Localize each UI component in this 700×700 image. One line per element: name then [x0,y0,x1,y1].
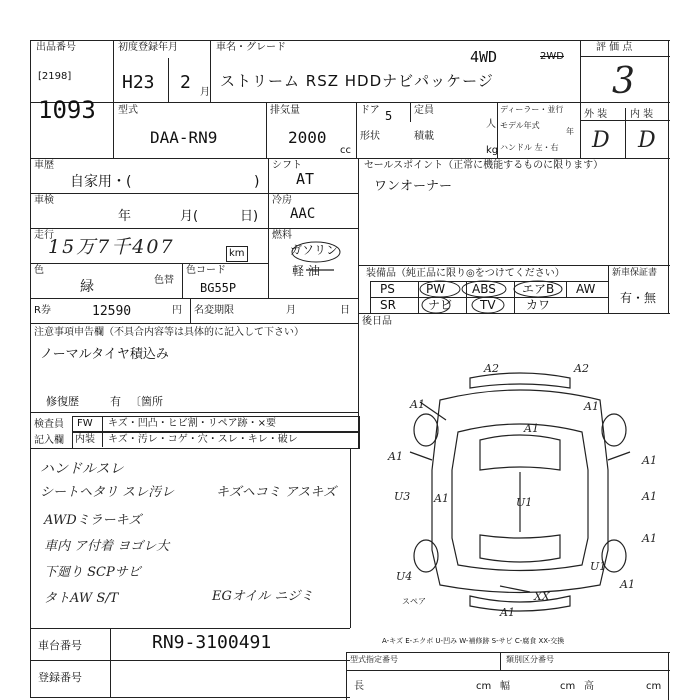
handnote-6b: EGオイル ニジミ [212,589,314,604]
height-unit: cm [646,681,662,692]
handle-label: ハンドル 左・右 [500,143,559,152]
mark-rr: U1 [590,560,607,573]
mark-fr: A1 [584,400,599,413]
history-value: 自家用・( [70,174,132,190]
ac-label: 冷房 [272,195,292,206]
int-grade: D [638,128,656,153]
divider [625,108,626,158]
equip-ps: PS [380,282,395,296]
paren-close: ) [254,174,260,190]
divider [668,652,669,700]
model-name: ストリーム RSZ HDDナビパッケージ [220,72,494,90]
kg-unit: kg [486,145,499,156]
divider [102,416,103,447]
divider [358,265,670,266]
divider [30,697,350,698]
entry-label: 記入欄 [34,435,64,446]
color-label: 色 [34,265,44,276]
shaken-label: 車検 [34,195,54,206]
length-unit: cm [476,681,492,692]
year-suffix: 年 [566,127,574,136]
handnote-4: 車内 ア付着 ヨゴレ大 [44,539,170,554]
width-unit: cm [560,681,576,692]
notes-value: ノーマルタイヤ積込み [40,347,169,362]
load-label: 積載 [414,131,434,142]
class-label: 類別区分番号 [506,655,554,664]
month-suffix: 月 [200,87,210,98]
divider [268,193,358,194]
interior-label: 内装 [75,434,95,445]
reg-label: 初度登録年月 [118,42,178,53]
frame-top [30,40,670,41]
equip-navi: ナビ [428,298,453,312]
cc-unit: cc [340,145,351,156]
legend: A-キズ E-エクボ U-凹み W-補修跡 S-サビ C-腐食 XX-交換 [382,637,565,645]
model-year-label: モデル年式 [500,121,540,130]
handnote-6: タトAW S/T [44,591,119,606]
doors: 5 [385,109,393,123]
drive-alt: 2WD [540,51,564,62]
divider [346,652,347,700]
divider [30,628,350,629]
mark-right-door: A1 [642,490,657,503]
int-items: キズ・汚レ・コゲ・穴・スレ・キレ・破レ [108,434,298,445]
sales-label: セールスポイント（正常に機能するものに限ります） [364,160,604,171]
shaken-month: 月( [180,209,199,224]
mileage: 15万7千407 [48,236,175,258]
lot-sub: [2198] [38,71,72,82]
divider [346,652,670,653]
equip-leather: カワ [526,298,551,312]
chassis-number: RN9-3100491 [152,632,272,653]
mark-front-r: A2 [574,362,589,375]
chassis-label: 車台番号 [38,639,82,652]
mark-right-mirror: A1 [642,454,657,467]
color-value: 緑 [80,279,94,295]
person-unit: 人 [486,119,496,130]
divider [346,670,670,671]
divider [370,281,371,313]
equip-label: 装備品（純正品に限り◎をつけてください） [366,268,565,279]
shaken-day: 日) [240,209,259,224]
handnote-5: 下廻り SCPサビ [44,565,141,580]
overall-grade: 3 [612,61,635,102]
warranty-label: 新車保証書 [612,268,658,278]
fuel-diesel: 軽 油 [292,264,320,278]
reg-year: H23 [122,72,155,93]
name-change-month: 月 [286,305,296,316]
reg-month: 2 [180,72,191,93]
mark-left-mirror: A1 [388,450,403,463]
divider [30,228,268,229]
divider [182,263,183,298]
repair-label: 修復歴 [46,395,79,408]
name-change-label: 名変期限 [194,305,234,316]
divider [268,228,358,229]
mark-roof: A1 [524,422,539,435]
mark-left-door2: A1 [434,492,449,505]
rken-label: R券 [34,305,51,316]
divider [30,298,358,299]
fuel-label: 燃料 [272,230,292,241]
divider [113,40,114,158]
equip-abs: ABS [472,282,496,296]
damage-diagram [380,360,660,620]
name-label: 車名・グレード [216,42,286,53]
divider [30,263,268,264]
width-label: 幅 [500,681,510,692]
int-label: 内 装 [630,109,654,120]
divider [350,448,351,628]
displacement-label: 排気量 [270,105,300,116]
grade-label: 評 価 点 [596,42,633,53]
model-code: DAA-RN9 [150,128,218,147]
shaken-year: 年 [118,209,132,224]
divider [210,40,211,102]
divider [608,265,609,313]
divider [168,58,169,102]
divider [30,193,268,194]
divider [500,652,501,670]
equip-aw: AW [576,282,596,296]
model-spec-label: 型式指定番号 [350,655,398,664]
dealer-label: ディーラー・並行 [500,105,564,114]
color-code: BG55P [200,281,237,295]
mark-rl: U4 [396,570,413,583]
fuel-gasoline: ガソリン [290,243,339,257]
mark-rear-c: A1 [500,606,515,619]
mark-center: U1 [516,496,533,509]
sales-value: ワンオーナー [374,179,453,194]
handnote-3: AWDミラーキズ [44,513,142,528]
displacement: 2000 [288,128,327,147]
yen-unit: 円 [172,305,182,316]
mileage-label: 走行 [34,230,54,241]
ext-grade: D [592,128,610,153]
divider [30,323,358,324]
divider [190,298,191,323]
repair-value: 有 [110,395,121,408]
equip-airbag: エアB [522,282,555,296]
rken-value: 12590 [92,304,132,319]
color-code-label: 色コード [186,265,226,276]
history-label: 車歴 [34,160,54,171]
equip-pw: PW [426,282,446,296]
mark-right-rear: A1 [642,532,657,545]
divider [266,102,267,158]
lot-number: 1093 [38,96,96,124]
mark-rear-r: A1 [620,578,635,591]
divider [580,56,670,57]
handnote-2: シートヘタリ スレ汚レ [40,485,175,500]
km-unit: km [229,248,245,259]
fw-label: FW [77,418,93,429]
fuel-circle-mark [286,238,346,278]
divider [30,412,358,413]
shift-label: シフト [272,160,302,171]
inspector-label: 検査員 [34,419,64,430]
name-change-day: 日 [340,305,350,316]
frame-right [668,40,669,158]
warranty-value: 有・無 [620,291,657,305]
equip-sr: SR [380,298,396,312]
length-label: 長 [354,681,364,692]
equip-circles [420,280,600,314]
equip-tv: TV [480,298,496,312]
repair-place: 〔箇所 [130,395,163,408]
model-code-label: 型式 [118,105,138,116]
divider [410,102,411,122]
seat-label: 後日品 [362,316,392,327]
handnote-1: ハンドルスレ [40,461,124,477]
mark-fl: A1 [410,398,425,411]
fw-items: キズ・凹凸・ヒビ割・リペア跡・×要 [108,418,276,429]
divider [30,158,670,159]
divider [358,158,359,323]
spare-label: スペア [402,597,426,606]
divider [30,660,350,661]
lot-label: 出品番号 [36,42,76,53]
handnote-2b: キズヘコミ アスキズ [216,485,337,500]
divider [356,102,357,158]
divider [580,40,581,158]
height-label: 高 [584,681,594,692]
mark-rear: XX [534,590,550,603]
divider [418,281,419,313]
frame-right-2 [668,158,669,313]
capacity-label: 定員 [414,105,434,116]
mark-front-l: A2 [484,362,499,375]
divider [30,102,670,103]
shift: AT [296,170,315,188]
doors-label: ドア [360,105,380,116]
shape-label: 形状 [360,131,380,142]
mark-left-door: U3 [394,490,411,503]
frame-left-2 [30,158,31,698]
divider [110,628,111,698]
ac: AAC [290,206,316,222]
divider [30,448,358,449]
reg-num-label: 登録番号 [38,671,82,684]
ext-label: 外 装 [584,109,608,120]
drive-type: 4WD [470,48,498,66]
color-change-label: 色替 [154,275,174,286]
notes-label: 注意事項申告欄（不具合内容等は具体的に記入して下さい） [34,327,304,338]
